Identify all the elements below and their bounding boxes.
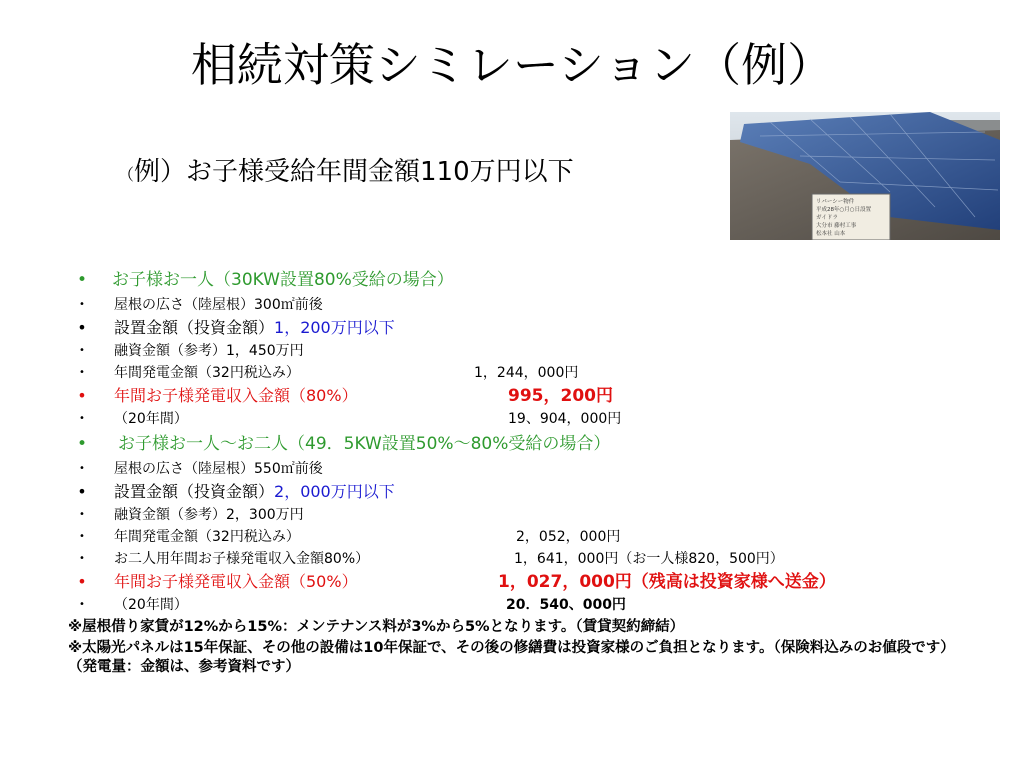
list-item: [74, 570, 1014, 594]
item-text: 融資金額（参考）1，450万円: [114, 343, 304, 359]
item-value: 995，200円: [508, 386, 613, 406]
sign-line-4: 大分市 藤村工事: [816, 223, 857, 229]
list-item: [74, 594, 1014, 616]
item-value: 19、904，000円: [508, 411, 622, 427]
item-text: 年間お子様発電収入金額（50%）: [114, 572, 358, 591]
item-label: 設置金額（投資金額）: [114, 482, 275, 501]
list-item: [74, 458, 1014, 480]
bullet: •: [77, 386, 87, 405]
bullet: •: [79, 299, 85, 310]
sign-line-3: ガイドラ: [816, 215, 838, 221]
subtitle-text: 例）お子様受給年間金額110万円以下: [134, 157, 574, 187]
item-value: 1，244，000円: [474, 365, 579, 381]
bullet: •: [79, 463, 85, 474]
item-text: 年間発電金額（32円税込み）: [114, 365, 300, 381]
list-item: [74, 316, 1014, 340]
item-highlight: 1，200万円以下: [274, 318, 395, 337]
subtitle: [118, 152, 574, 195]
list-item: [74, 384, 1014, 408]
sign-line-1: リバーシー物件: [816, 199, 855, 205]
bullet: •: [79, 599, 85, 610]
item-text: 屋根の広さ（陸屋根）300㎡前後: [114, 297, 323, 313]
item-text: 年間お子様発電収入金額（80%）: [114, 386, 358, 405]
item-value: 20．540、000円: [506, 597, 626, 613]
list-item: [74, 294, 1014, 316]
list-item: [74, 526, 1014, 548]
list-item: [74, 430, 1014, 458]
list-item: [74, 504, 1014, 526]
note-rent: ※屋根借り家賃が12%から15%：メンテナンス料が3%から5%となります。（賃貸契約締結）: [68, 619, 685, 635]
solar-panel-photo: [730, 112, 1000, 240]
item-text: お子様お一人（30KW設置80%受給の場合）: [112, 270, 454, 290]
item-text: お二人用年間お子様発電収入金額80%）: [114, 551, 370, 567]
bullet: •: [79, 531, 85, 542]
item-value: 1，027，000円（残高は投資家様へ送金）: [498, 572, 836, 592]
subtitle-paren: （: [118, 165, 135, 184]
sign-line-5: 松本社 山本: [816, 231, 846, 237]
item-value: 2，052，000円: [516, 529, 621, 545]
bullet: •: [79, 553, 85, 564]
bullet: •: [79, 413, 85, 424]
list-item: [74, 548, 1014, 570]
bullet: •: [76, 270, 88, 290]
item-text: [114, 480, 395, 504]
list-item: [74, 266, 1014, 294]
solar-roof-image: [730, 112, 1000, 240]
list-item: [74, 340, 1014, 362]
item-text: お子様お一人～お二人（49．5KW設置50%～80%受給の場合）: [118, 434, 611, 454]
list-item: [74, 362, 1014, 384]
item-highlight: 2，000万円以下: [274, 482, 395, 501]
item-text: （20年間）: [114, 411, 188, 427]
note-warranty: ※太陽光パネルは15年保証、その他の設備は10年保証で、その後の修繕費は投資家様のご負担となります。（保険料込みのお値段です）（発電量：金額は、参考資料です）: [68, 640, 955, 675]
slide-title: 相続対策シミレーション（例）: [190, 38, 834, 92]
item-text: 年間発電金額（32円税込み）: [114, 529, 300, 545]
bullet: •: [77, 318, 87, 337]
bullet: •: [76, 434, 88, 454]
bullet: •: [77, 482, 87, 501]
item-text: 融資金額（参考）2，300万円: [114, 507, 304, 523]
item-text: [114, 316, 395, 340]
list-item: [74, 408, 1014, 430]
bullet: •: [79, 345, 85, 356]
item-value: 1，641，000円（お一人様820，500円）: [514, 551, 784, 567]
item-label: 設置金額（投資金額）: [114, 318, 275, 337]
list-item: [74, 480, 1014, 504]
sign-line-2: 平成28年○月○日設置: [816, 207, 872, 213]
item-text: （20年間）: [114, 597, 188, 613]
content-list: [68, 266, 1014, 677]
bullet: •: [79, 367, 85, 378]
bullet: •: [77, 572, 87, 591]
item-text: 屋根の広さ（陸屋根）550㎡前後: [114, 461, 323, 477]
bullet: •: [79, 509, 85, 520]
